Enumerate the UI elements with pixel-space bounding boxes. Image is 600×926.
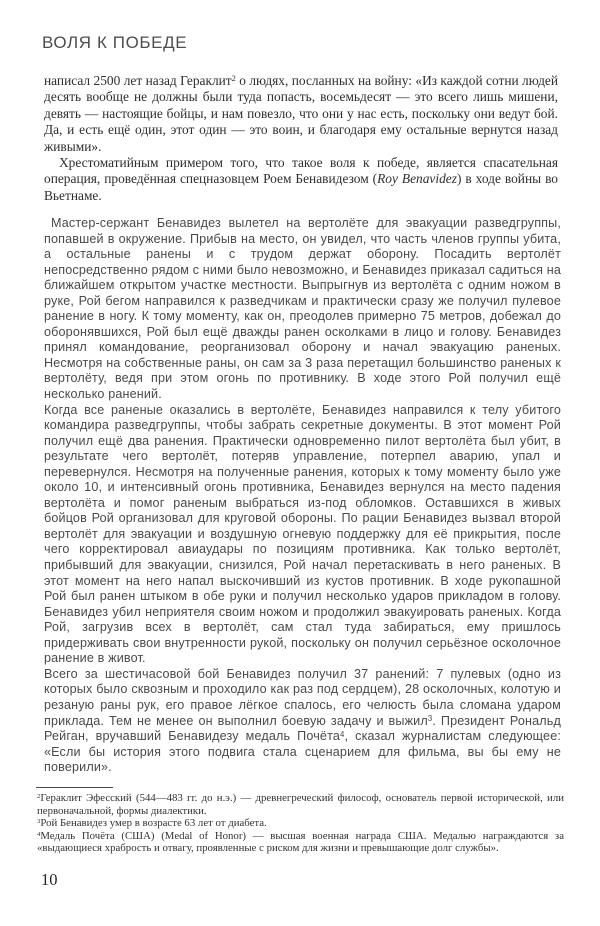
- text-segment: Когда все раненые оказались в вертолёте, Бенавидез направился к телу убитого командира разведгруппы, чтобы забрать секретные документы. В этот момент Рой получил ещё два ранения. Практически одновременно пилот вертолёта был убит, в результате чего вертолёт, потеряв управление, потерпел аварию, упал и перевернулся. Несмотря на полученные ранения, которых к тому моменту было уже около 10, и интенсивный огонь противника, Бенавидез вернулся на место падения вертолёта и помог раненым выбраться из-под обломков. Оставшихся в живых бойцов Рой организовал для круговой обороны. По рации Бенавидез вызвал второй вертолёт для эвакуации и воздушную огневую поддержку для её прикрытия, после чего корректировал авиаудары по позициям противника. Как только вертолёт, прибывший для эвакуации, снизился, Рой начал перетаскивать в него раненых. В этот момент на него напал выскочивший из кустов противник. В ходе рукопашной Рой был ранен штыком в обе руки и получил несколько ударов прикладом в голову. Бенавидез убил неприятеля своим ножом и продолжил эвакуировать раненых. Когда Рой, загрузив всех в вертолёт, сам стал туда забираться, ему пришлось придерживать свои внутренности рукой, поскольку он получил серьёзное осколочное ранение в живот.: [44, 402, 561, 666]
- text-segment: . Президент Рональд Рейган, вручавший Бенавидезу медаль Почёта: [44, 713, 561, 744]
- paragraph: [44, 667, 561, 776]
- intro-text-block: [44, 73, 558, 204]
- chapter-title: ВОЛЯ К ПОБЕДЕ: [42, 33, 188, 52]
- story-quote-block: [44, 216, 561, 776]
- superscript-footnote-ref: 4: [340, 729, 345, 739]
- text-segment: Мастер-сержант Бенавидез вылетел на вертолёте для эвакуации разведгруппы, попавшей в окружение. Прибыв на место, он увидел, что часть членов группы убита, а остальные ранены и с трудом держат оборону. Посадить вертолёт непосредственно рядом с ними было невозможно, и Бенавидез приказал садиться на ближайшем открытом участке местности. Выпрыгнув из вертолёта с одним ножом в руке, Рой бегом направился к разведчикам и практически сразу же получил пулевое ранение в ногу. К тому моменту, как он, преодолев примерно 75 метров, добежал до оборонявшихся, Рой был ещё дважды ранен осколками в лицо и голову. Бенавидез принял командование, реорганизовал оборону и начал эвакуацию раненых. Несмотря на собственные раны, он сам за 3 раза перетащил большинство раненых к вертолёту, ведя при этом огонь по противнику. В ходе этого Рой получил ещё несколько ранений.: [44, 216, 561, 402]
- paragraph: [44, 216, 561, 403]
- page-number: 10: [41, 870, 58, 889]
- superscript-footnote-ref: 3: [427, 714, 433, 723]
- footnote-item: [37, 792, 564, 817]
- footnote-divider: [36, 787, 113, 788]
- paragraph: [44, 155, 558, 204]
- text-segment: ) в ходе войны во Вьетнаме.: [44, 171, 558, 203]
- superscript-footnote-ref: 2: [231, 74, 236, 84]
- footnote-marker: 4: [37, 830, 41, 838]
- paragraph: [44, 403, 561, 667]
- footnote-marker: 2: [37, 793, 41, 800]
- footnote-item: [37, 830, 564, 855]
- paragraph: [44, 73, 558, 155]
- footnote-marker: 3: [37, 818, 41, 826]
- text-segment: Хрестоматийным примером того, что такое воля к победе, является спасательная операция, проведённая спецназовцем Роем Бенавидезом (: [44, 155, 558, 187]
- footnotes-block: [37, 792, 564, 855]
- text-segment: , сказал журналистам следующее: «Если бы история этого подвига стала сценарием для фильма, вы бы ему не поверили».: [44, 729, 561, 775]
- text-segment: написал 2500 лет назад Гераклит: [44, 73, 232, 88]
- text-segment: о людях, посланных на войну: «Из каждой сотни людей десять вообще не должны были туда попасть, восемьдесят — это всего лишь мишени, девять — настоящие бойцы, и нам повезло, что они у нас есть, поскольку они ведут бой. Да, и есть ещё один, этот один — это воин, и благодаря ему остальные вернутся назад живыми».: [44, 73, 558, 154]
- text-segment: Рой Бенавидез умер в возрасте 63 лет от диабета.: [40, 817, 267, 830]
- text-segment: Всего за шестичасовой бой Бенавидез получил 37 ранений: 7 пулевых (одно из которых было сквозным и проходило как раз под сердцем), 28 осколочных, колотую и резаную раны рук, его правое лёгкое спалось, его челюсть была сломана ударом приклада. Тем не менее он выполнил боевую задачу и выжил: [44, 666, 561, 728]
- text-segment: Roy Benavidez: [377, 171, 457, 187]
- text-segment: Медаль Почёта (США) (Medal of Honor) — высшая военная награда США. Медалью награждаются за «выдающиеся храбрость и отвагу, проявленные с риском для жизни и превышающие долг службы».: [37, 829, 564, 855]
- footnote-item: [37, 817, 564, 830]
- text-segment: Гераклит Эфесский (544—483 гг. до н.э.) — древнегреческий философ, основатель первой исторической, или первоначальной, формы диалектики.: [37, 792, 564, 817]
